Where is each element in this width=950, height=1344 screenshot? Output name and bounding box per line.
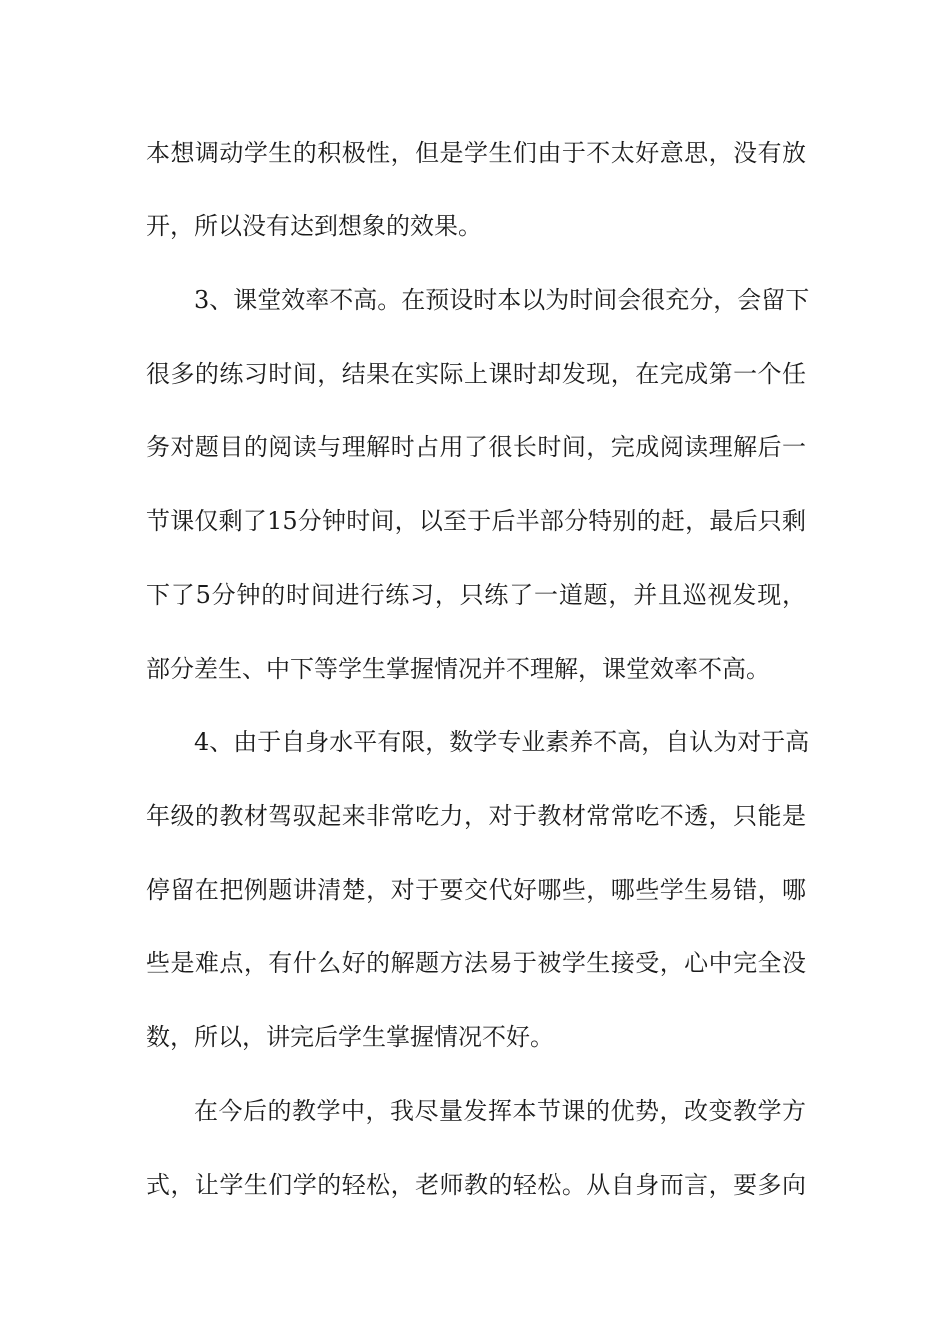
paragraph-line: 数，所以，讲完后学生掌握情况不好。	[146, 1023, 554, 1051]
paragraph-line: 在今后的教学中，我尽量发挥本节课的优势，改变教学方	[194, 1097, 806, 1125]
paragraph-line: 务对题目的阅读与理解时占用了很长时间，完成阅读理解后一	[146, 433, 806, 461]
paragraph-line: 4、由于自身水平有限，数学专业素养不高，自认为对于高	[194, 728, 810, 756]
paragraph-line: 本想调动学生的积极性，但是学生们由于不太好意思，没有放	[146, 139, 806, 167]
paragraph-line: 式，让学生们学的轻松，老师教的轻松。从自身而言，要多向	[146, 1171, 806, 1199]
paragraph-line: 些是难点，有什么好的解题方法易于被学生接受，心中完全没	[146, 949, 806, 977]
paragraph-line: 节课仅剩了15分钟时间，以至于后半部分特别的赶，最后只剩	[146, 507, 806, 535]
paragraph-line: 很多的练习时间，结果在实际上课时却发现，在完成第一个任	[146, 360, 806, 388]
paragraph-line: 3、课堂效率不高。在预设时本以为时间会很充分，会留下	[194, 286, 810, 314]
paragraph-line: 停留在把例题讲清楚，对于要交代好哪些，哪些学生易错，哪	[146, 876, 806, 904]
paragraph-line: 下了5分钟的时间进行练习，只练了一道题，并且巡视发现，	[146, 581, 806, 609]
paragraph-line: 年级的教材驾驭起来非常吃力，对于教材常常吃不透，只能是	[146, 802, 806, 830]
paragraph-line: 部分差生、中下等学生掌握情况并不理解，课堂效率不高。	[146, 655, 770, 683]
paragraph-line: 开，所以没有达到想象的效果。	[146, 212, 482, 240]
